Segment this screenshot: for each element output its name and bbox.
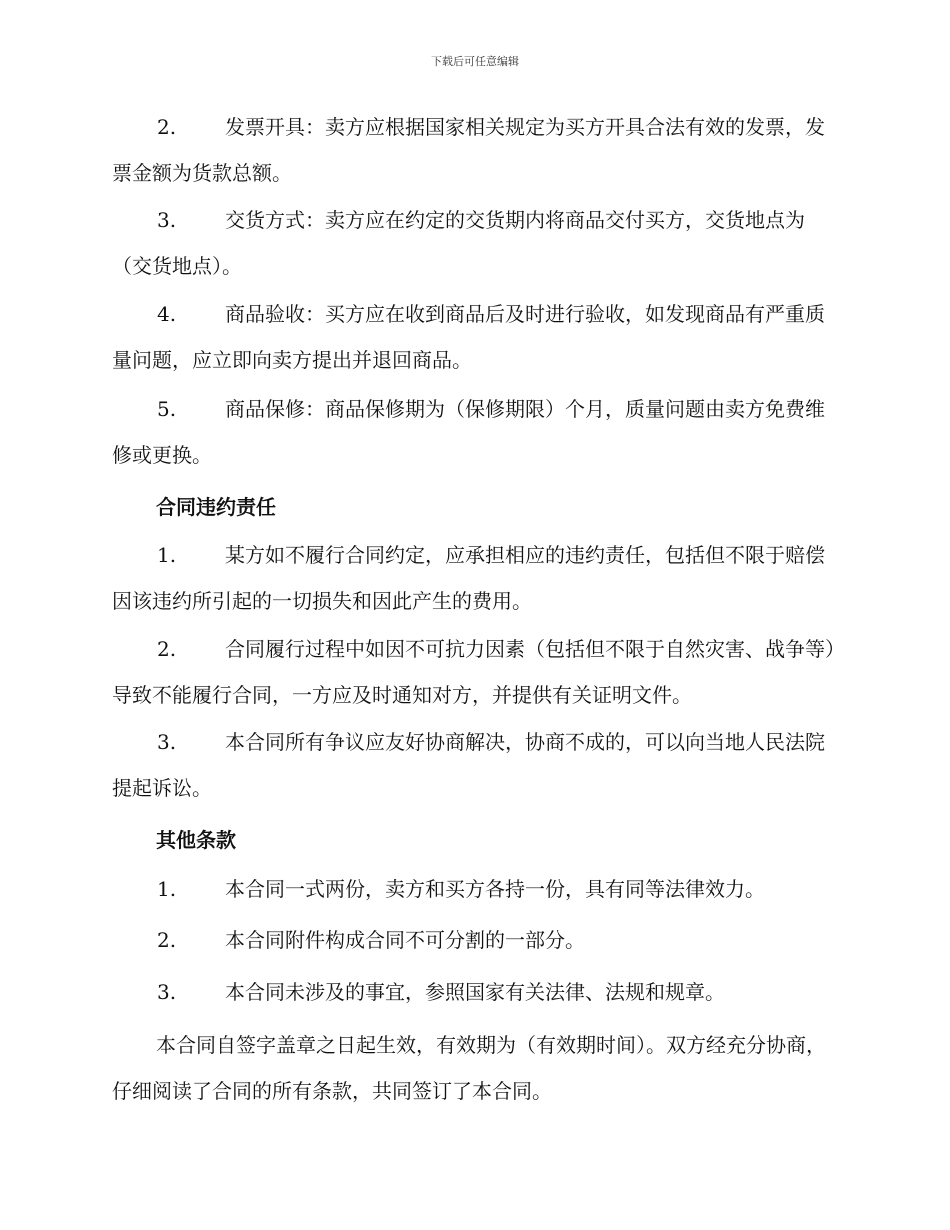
item-number: 3.	[157, 730, 177, 754]
item-text: 某方如不履行合同约定，应承担相应的违约责任，包括但不限于赔偿因该违约所引起的一切损失和因此产生的费用。	[112, 543, 825, 613]
item-number: 1.	[157, 543, 177, 567]
list-item	[112, 532, 837, 624]
list-item	[112, 719, 837, 811]
item-text: 本合同附件构成合同不可分割的一部分。	[225, 928, 585, 952]
section-heading-breach: 合同违约责任	[156, 495, 276, 519]
item-text: 本合同未涉及的事宜，参照国家有关法律、法规和规章。	[225, 980, 725, 1004]
item-number: 5.	[157, 397, 177, 421]
page-header: 下载后可任意编辑	[431, 55, 519, 68]
item-number: 2.	[157, 637, 177, 661]
list-item	[112, 386, 837, 478]
item-text: 本合同一式两份，卖方和买方各持一份，具有同等法律效力。	[225, 877, 765, 901]
item-number: 1.	[157, 877, 177, 901]
list-item	[112, 969, 837, 1015]
item-number: 3.	[157, 980, 177, 1004]
list-item	[112, 104, 837, 196]
list-item	[112, 626, 837, 718]
item-text: 商品保修：商品保修期为（保修期限）个月，质量问题由卖方免费维修或更换。	[112, 397, 825, 467]
section-heading-other: 其他条款	[156, 828, 236, 852]
item-text: 本合同所有争议应友好协商解决，协商不成的，可以向当地人民法院提起诉讼。	[112, 730, 825, 800]
item-text: 商品验收：买方应在收到商品后及时进行验收，如发现商品有严重质量问题，应立即向卖方提出并退回商品。	[112, 302, 825, 372]
item-number: 2.	[157, 928, 177, 952]
list-item	[112, 866, 837, 912]
closing-paragraph: 本合同自签字盖章之日起生效，有效期为（有效期时间）。双方经充分协商，仔细阅读了合同的所有条款，共同签订了本合同。	[112, 1033, 826, 1103]
item-text: 合同履行过程中如因不可抗力因素（包括但不限于自然灾害、战争等）导致不能履行合同，一方应及时通知对方，并提供有关证明文件。	[112, 637, 835, 707]
list-item	[112, 197, 837, 289]
item-text: 交货方式：卖方应在约定的交货期内将商品交付买方，交货地点为（交货地点）。	[112, 208, 805, 278]
item-text: 发票开具：卖方应根据国家相关规定为买方开具合法有效的发票，发票金额为货款总额。	[112, 115, 825, 185]
item-number: 3.	[157, 208, 177, 232]
list-item	[112, 291, 837, 383]
item-number: 4.	[157, 302, 177, 326]
item-number: 2.	[157, 115, 177, 139]
list-item	[112, 917, 837, 963]
